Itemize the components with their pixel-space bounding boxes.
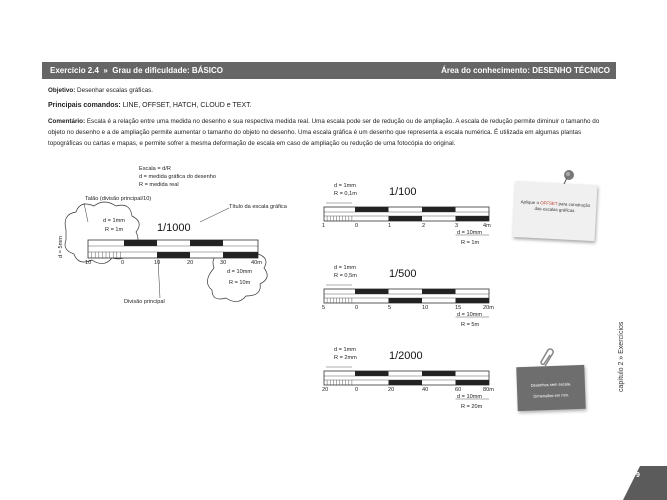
main-tick-label: 30 <box>220 260 227 266</box>
paperclip-icon <box>538 348 560 370</box>
scale-tick-label: 15 <box>455 305 462 311</box>
scale-segment-dark <box>389 380 423 385</box>
commands-text: LINE, OFFSET, HATCH, CLOUD e TEXT. <box>120 102 252 109</box>
scale-tick-label: 4m <box>483 223 491 229</box>
legend-scale-formula: Escala = d/R <box>139 166 171 172</box>
page-tab <box>623 466 667 500</box>
scale-segment-dark <box>456 380 490 385</box>
scale-tick-label: 0 <box>355 387 359 393</box>
scale-ratio-title: 1/500 <box>389 268 417 280</box>
sticky-note-text: Aplique o OFFSET para construção das escalas gráficas. <box>520 199 591 214</box>
legend-d-definition: d = medida gráfica do desenho <box>139 174 216 180</box>
scale-segment-dark <box>456 298 490 303</box>
dimension-note-line1: Desenhos sem escala. <box>530 381 572 388</box>
scale-r-big: R = 1m <box>461 240 480 246</box>
objective-text: Desenhar escalas gráficas. <box>75 87 153 94</box>
scale-r-big: R = 5m <box>461 322 480 328</box>
scale-segment-dark <box>389 298 423 303</box>
main-tick-label: 10 <box>154 260 161 266</box>
main-r-label: R = 1m <box>105 227 124 233</box>
scale-d-big: d = 10mm <box>457 230 483 236</box>
scale-r-small: R = 0,5m <box>334 273 357 279</box>
scale-tick-label: 1 <box>322 223 326 229</box>
scale-title-label: Título da escala gráfica <box>229 204 287 210</box>
scale-tick-label: 20 <box>322 387 329 393</box>
main-d-label: d = 1mm <box>103 218 125 224</box>
comment-text: Escala é a relação entre uma medida no desenho e sua respectiva medida real. Uma escala pode ser de redução ou de ampliação. A escala de redução permite diminuir o tamanho do objeto no desenho e a de ampliação permite aumentar o tamanho do objeto no desenho. Uma escala gráfica é um desenho que representa a escala numérica. É utilizada em algumas plantas topográficas ou cartas e mapas, e permite sofrer a mesma deformação de escala em caso de ampliação ou redução de uma fotocópia do original. <box>48 118 600 147</box>
main-tick-label: 10 <box>85 260 92 266</box>
header-separator: » <box>103 66 108 75</box>
scale-tick-label: 0 <box>355 223 359 229</box>
chapter-side-label: capítulo 2 » Exercícios <box>618 321 625 392</box>
dimension-note-line2: Dimensões em mm. <box>533 392 570 399</box>
scale-segment-dark <box>389 216 423 221</box>
scale-segment-dark <box>355 289 389 294</box>
talao-label: Talão (divisão principal/10) <box>85 196 152 202</box>
scale-segment-dark <box>355 207 389 212</box>
scale-tick-label: 80m <box>483 387 494 393</box>
objective-label: Objetivo: <box>48 87 76 94</box>
difficulty-level: Grau de dificuldade: BÁSICO <box>112 66 223 75</box>
scale-tick-label: 20 <box>388 387 395 393</box>
comment-label: Comentário: <box>48 118 86 125</box>
exercise-number: Exercício 2.4 <box>50 66 99 75</box>
divisao-label: Divisão principal <box>124 299 165 305</box>
main-tick-label: 20 <box>187 260 194 266</box>
scale-tick-label: 60 <box>455 387 462 393</box>
pushpin-icon <box>560 169 576 185</box>
scale-ratio-title: 1/2000 <box>389 350 423 362</box>
note-command: OFFSET <box>540 200 558 207</box>
scale-d-small: d = 1mm <box>334 183 356 189</box>
scale-tick-label: 5 <box>322 305 326 311</box>
scale-tick-label: 2 <box>422 223 426 229</box>
scale-tick-label: 5 <box>388 305 392 311</box>
scale-segment-dark <box>422 207 456 212</box>
leader-talao <box>84 203 88 222</box>
scale-r-small: R = 2mm <box>334 355 357 361</box>
scale-tick-label: 10 <box>422 305 429 311</box>
scale-tick-label: 3 <box>455 223 459 229</box>
scale-segment-dark <box>422 289 456 294</box>
scale-d-small: d = 1mm <box>334 265 356 271</box>
scale-tick-label: 1 <box>388 223 392 229</box>
scale-d-big: d = 10mm <box>457 312 483 318</box>
scale-segment-dark <box>456 216 490 221</box>
main-vertical-dimension: d = 5mm <box>58 236 64 258</box>
commands-label: Principais comandos: <box>48 102 121 109</box>
knowledge-area: Área do conhecimento: DESENHO TÉCNICO <box>441 66 610 75</box>
main-scale-ratio: 1/1000 <box>157 222 191 234</box>
scale-r-small: R = 0,1m <box>334 191 357 197</box>
sticky-note <box>513 181 598 241</box>
page-number: 9 <box>636 472 640 479</box>
scale-segment-dark <box>355 371 389 376</box>
main-tick-label: 0 <box>121 260 125 266</box>
scale-r-big: R = 20m <box>461 404 483 410</box>
main-scale-bar <box>88 240 258 258</box>
scale-d-big: d = 10mm <box>457 394 483 400</box>
scale-tick-label: 40 <box>422 387 429 393</box>
leader-title <box>200 208 229 222</box>
scale-d-small: d = 1mm <box>334 347 356 353</box>
main-tick-label: 40m <box>251 260 262 266</box>
scale-tick-label: 0 <box>355 305 359 311</box>
scale-segment-dark <box>422 371 456 376</box>
scale-ratio-title: 1/100 <box>389 186 417 198</box>
main-r-right-label: R = 10m <box>229 280 251 286</box>
dimension-note <box>516 365 585 411</box>
main-d-right-label: d = 10mm <box>227 269 253 275</box>
legend-r-definition: R = medida real <box>139 182 179 188</box>
scale-tick-label: 20m <box>483 305 494 311</box>
